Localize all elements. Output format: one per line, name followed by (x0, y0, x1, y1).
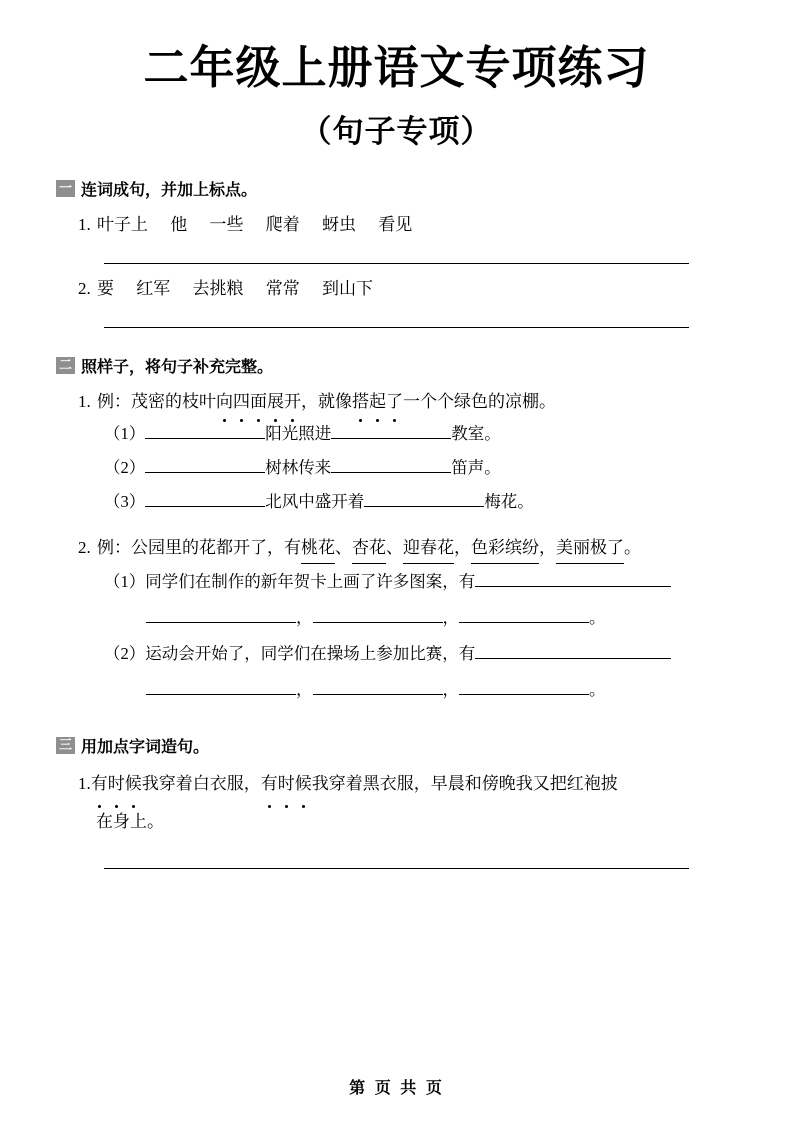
question-1-2 (52, 274, 741, 304)
word-token: 叶子上 (97, 214, 148, 234)
example-underlined: 迎春花 (403, 533, 454, 564)
word-token: 到山下 (322, 278, 373, 298)
fill-blank-2-2-1-line2 (52, 600, 741, 636)
punct: 。 (624, 537, 641, 557)
section-number-3: 三 (56, 737, 75, 754)
question-index: 1. (78, 391, 91, 411)
blank-label: （2） (104, 457, 146, 477)
section-heading-1 (52, 177, 741, 200)
answer-line[interactable] (104, 326, 689, 328)
question-text: 我穿着白衣服， (141, 773, 261, 793)
example-underlined: 色彩缤纷 (471, 533, 539, 564)
punct: 。 (589, 679, 606, 699)
answer-line[interactable] (104, 867, 689, 869)
example-underlined: 美丽极了 (556, 533, 624, 564)
section-heading-2 (52, 354, 741, 377)
page-footer: 第 页 共 页 (349, 1078, 444, 1097)
fill-blank-2-1-3 (52, 485, 741, 519)
section-number-1: 一 (56, 180, 75, 197)
page-title: 二年级上册语文专项练习 (143, 41, 650, 94)
section-heading-3 (52, 734, 741, 757)
fill-blank-2-2-2-line2 (52, 672, 741, 708)
section-title-2: 照样子，将句子补充完整。 (81, 356, 274, 376)
fill-blank-2-2-1 (52, 564, 741, 600)
section-title-1: 连词成句，并加上标点。 (81, 179, 258, 199)
word-token: 爬着 (265, 214, 300, 234)
fill-blank-2-1-1 (52, 417, 741, 451)
question-index: 1. (78, 214, 91, 234)
punct: 、 (335, 537, 352, 557)
blank-tail-text: 教室。 (451, 423, 501, 443)
word-token: 看见 (378, 214, 413, 234)
example-label: 例： (97, 537, 131, 557)
blank-middle-text: 阳光照进 (265, 423, 332, 443)
question-3-1 (52, 765, 741, 841)
blank-tail-text: 笛声。 (451, 457, 501, 477)
blank-tail-text: 梅花。 (484, 491, 534, 511)
section-number-2: 二 (56, 357, 75, 374)
blank-input[interactable] (331, 438, 451, 439)
section-title-3: 用加点字词造句。 (81, 736, 210, 756)
question-index: 1. (78, 773, 91, 793)
fill-blank-2-1-2 (52, 451, 741, 485)
question-1-1 (52, 210, 741, 240)
word-token: 常常 (265, 278, 300, 298)
blank-label: （2） (104, 643, 146, 663)
question-text: 我穿着黑衣服，早晨和傍晚我又把红袍披 (311, 773, 618, 793)
word-token: 蚜虫 (322, 214, 356, 234)
prompt-text: 同学们在制作的新年贺卡上画了许多图案，有 (145, 571, 476, 591)
dotted-phrase-3: 有时候 (91, 774, 142, 793)
question-index: 2. (78, 537, 91, 557)
blank-label: （3） (104, 491, 146, 511)
dotted-phrase-4: 有时候 (261, 774, 312, 793)
blank-input[interactable] (146, 694, 296, 695)
question-2-2-example (52, 533, 741, 564)
blank-input[interactable] (146, 622, 296, 623)
page-subtitle: （句子专项） (300, 113, 493, 150)
punct: 。 (589, 607, 606, 627)
blank-middle-text: 北风中盛开着 (265, 491, 365, 511)
answer-line[interactable] (104, 262, 689, 264)
prompt-text: 运动会开始了，同学们在操场上参加比赛，有 (145, 643, 476, 663)
example-underlined: 杏花 (352, 533, 386, 564)
blank-input[interactable] (364, 506, 484, 507)
punct: ， (442, 607, 459, 627)
dotted-phrase-1: 向四面展开 (216, 392, 301, 411)
blank-input[interactable] (145, 472, 265, 473)
word-token: 去挑粮 (192, 278, 244, 298)
blank-input[interactable] (459, 694, 589, 695)
word-token: 红军 (136, 278, 171, 298)
blank-input[interactable] (145, 506, 265, 507)
punct: ， (539, 537, 556, 557)
blank-label: （1） (104, 423, 146, 443)
word-token: 要 (97, 278, 114, 298)
blank-input[interactable] (313, 622, 443, 623)
question-text-line2: 在身上。 (96, 811, 164, 831)
punct: ， (296, 679, 313, 699)
punct: ， (454, 537, 471, 557)
dotted-phrase-2: 搭起了 (352, 392, 403, 411)
punct: ， (296, 607, 313, 627)
blank-input[interactable] (145, 438, 265, 439)
fill-blank-2-2-2 (52, 636, 741, 672)
blank-middle-text: 树林传来 (265, 457, 332, 477)
question-index: 2. (78, 278, 91, 298)
blank-input[interactable] (459, 622, 589, 623)
punct: 、 (386, 537, 403, 557)
example-text: 公园里的花都开了，有 (131, 537, 301, 557)
word-token: 一些 (209, 214, 244, 234)
example-text: 一个个绿色的凉棚。 (403, 391, 556, 411)
example-label: 例： (97, 391, 131, 411)
blank-input[interactable] (475, 586, 671, 587)
example-underlined: 桃花 (301, 533, 335, 564)
example-text: 茂密的枝叶 (131, 391, 216, 411)
example-text: ，就像 (301, 391, 352, 411)
blank-input[interactable] (313, 694, 443, 695)
punct: ， (442, 679, 459, 699)
blank-label: （1） (104, 571, 146, 591)
blank-input[interactable] (475, 658, 671, 659)
question-2-1-example (52, 387, 741, 417)
word-token: 他 (170, 214, 188, 234)
blank-input[interactable] (331, 472, 451, 473)
